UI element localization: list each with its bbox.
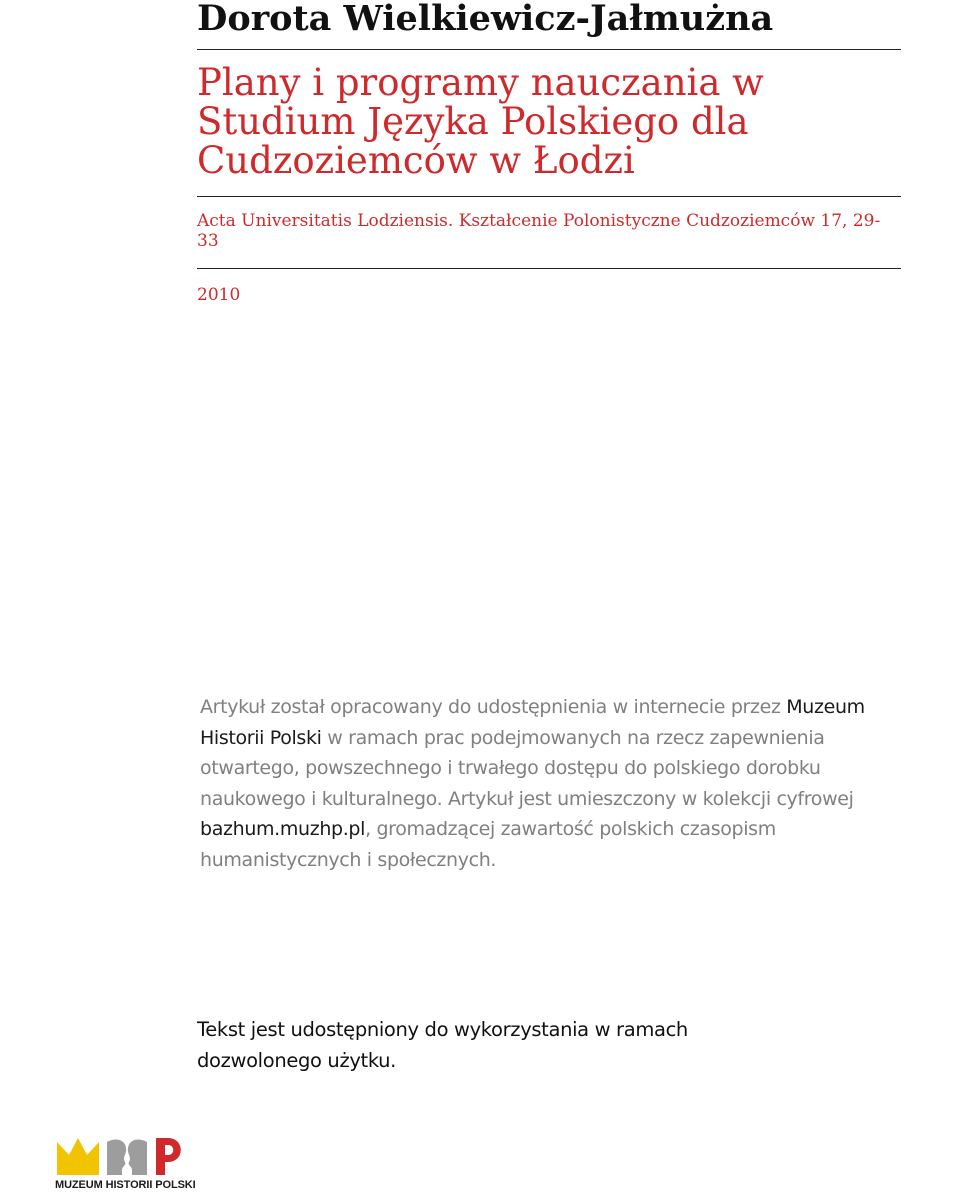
profile-left-icon — [107, 1140, 126, 1175]
logo-caption: MUZEUM HISTORII POLSKI — [55, 1179, 196, 1191]
letter-p-icon — [156, 1138, 181, 1175]
collection-link[interactable]: bazhum.muzhp.pl — [200, 818, 366, 840]
museum-logo — [55, 1134, 205, 1194]
article-title: Plany i programy nauczania w Studium Języka Polskiego dla Cudzoziemców w Łodzi — [197, 61, 764, 182]
note-text-2: w ramach prac podejmowanych na rzecz zapewnienia otwartego, powszechnego i trwałego dostępu do polskiego dorobku naukowego i kulturalnego. Artykuł jest umieszczony w kolekcji cyfrowej — [200, 726, 854, 810]
availability-note — [200, 692, 890, 875]
museum-name: Muzeum Historii Polski — [200, 696, 865, 749]
divider-middle — [197, 196, 901, 197]
crown-icon — [57, 1138, 99, 1175]
publication-year: 2010 — [197, 285, 241, 305]
divider-bottom — [197, 268, 901, 269]
source-citation: Acta Universitatis Lodziensis. Kształcenie Polonistyczne Cudzoziemców 17, 29-33 — [197, 211, 881, 251]
note-text-3: , gromadzącej zawartość polskich czasopism humanistycznych i społecznych. — [200, 818, 776, 871]
author-name: Dorota Wielkiewicz-Jałmużna — [197, 0, 774, 39]
divider-top — [197, 49, 901, 50]
license-note: Tekst jest udostępniony do wykorzystania w ramach dozwolonego użytku. — [197, 1018, 688, 1072]
museum-logo-mark — [55, 1134, 205, 1180]
note-text-1: Artykuł został opracowany do udostępnienia w internecie przez — [200, 696, 787, 718]
profile-right-icon — [128, 1140, 147, 1175]
